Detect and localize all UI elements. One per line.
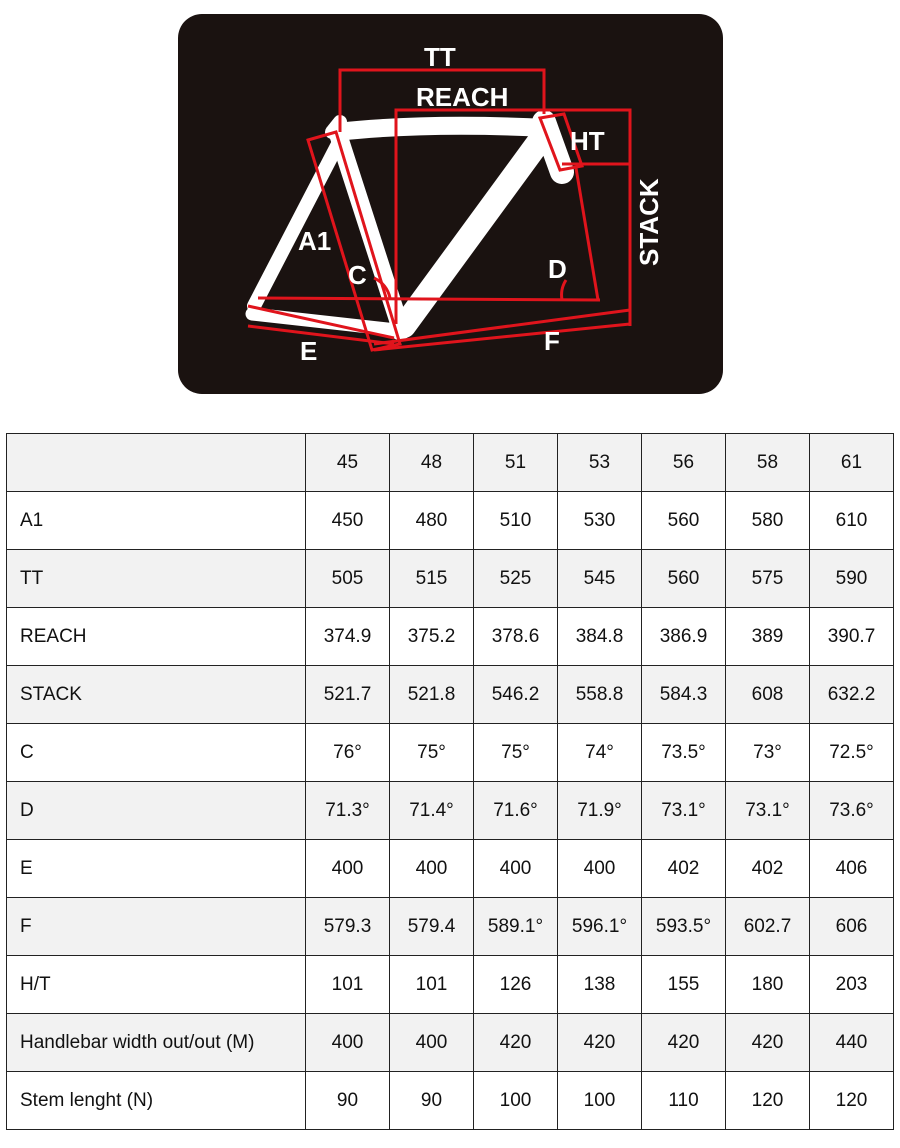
size-header: 58 (726, 434, 810, 492)
table-row (7, 724, 894, 782)
table-cell: 180 (726, 956, 810, 1014)
table-cell: 71.6° (474, 782, 558, 840)
table-cell: 400 (474, 840, 558, 898)
table-cell: 375.2 (390, 608, 474, 666)
table-cell: 575 (726, 550, 810, 608)
table-cell: 632.2 (810, 666, 894, 724)
table-cell: 560 (642, 550, 726, 608)
table-cell: 73.1° (726, 782, 810, 840)
label-stack: STACK (634, 178, 664, 266)
table-cell: 75° (474, 724, 558, 782)
row-label: F (7, 898, 306, 956)
row-label: TT (7, 550, 306, 608)
table-row (7, 782, 894, 840)
table-cell: 480 (390, 492, 474, 550)
frame-geometry-diagram (178, 14, 723, 394)
table-cell: 73.1° (642, 782, 726, 840)
table-cell: 120 (810, 1072, 894, 1130)
table-cell: 75° (390, 724, 474, 782)
table-cell: 505 (306, 550, 390, 608)
label-reach: REACH (416, 82, 509, 112)
table-row (7, 898, 894, 956)
table-row (7, 840, 894, 898)
table-row (7, 1014, 894, 1072)
table-cell: 584.3 (642, 666, 726, 724)
table-cell: 90 (390, 1072, 474, 1130)
row-label: A1 (7, 492, 306, 550)
table-cell: 374.9 (306, 608, 390, 666)
table-cell: 579.4 (390, 898, 474, 956)
table-cell: 378.6 (474, 608, 558, 666)
row-label: STACK (7, 666, 306, 724)
size-header: 45 (306, 434, 390, 492)
table-cell: 400 (306, 1014, 390, 1072)
table-cell: 608 (726, 666, 810, 724)
table-cell: 596.1° (558, 898, 642, 956)
table-cell: 545 (558, 550, 642, 608)
table-header-row (7, 434, 894, 492)
table-cell: 74° (558, 724, 642, 782)
table-cell: 400 (306, 840, 390, 898)
table-cell: 521.8 (390, 666, 474, 724)
table-row (7, 1072, 894, 1130)
size-header: 61 (810, 434, 894, 492)
table-cell: 402 (642, 840, 726, 898)
table-cell: 390.7 (810, 608, 894, 666)
geometry-table (6, 433, 894, 1130)
table-cell: 606 (810, 898, 894, 956)
table-cell: 400 (558, 840, 642, 898)
table-cell: 72.5° (810, 724, 894, 782)
table-cell: 101 (306, 956, 390, 1014)
row-label: Handlebar width out/out (M) (7, 1014, 306, 1072)
table-cell: 73.5° (642, 724, 726, 782)
table-cell: 510 (474, 492, 558, 550)
row-label: D (7, 782, 306, 840)
table-cell: 126 (474, 956, 558, 1014)
table-cell: 120 (726, 1072, 810, 1130)
table-cell: 155 (642, 956, 726, 1014)
table-cell: 400 (390, 840, 474, 898)
table-cell: 73° (726, 724, 810, 782)
table-cell: 580 (726, 492, 810, 550)
table-cell: 76° (306, 724, 390, 782)
table-cell: 71.4° (390, 782, 474, 840)
table-cell: 90 (306, 1072, 390, 1130)
table-row (7, 492, 894, 550)
label-tt: TT (424, 42, 456, 72)
row-label: Stem lenght (N) (7, 1072, 306, 1130)
table-cell: 530 (558, 492, 642, 550)
size-header: 56 (642, 434, 726, 492)
bb-horizontal (258, 298, 600, 300)
label-a1: A1 (298, 226, 332, 256)
table-cell: 400 (390, 1014, 474, 1072)
label-ht: HT (570, 126, 605, 156)
label-f: F (544, 326, 560, 356)
table-cell: 593.5° (642, 898, 726, 956)
table-cell: 73.6° (810, 782, 894, 840)
label-e: E (300, 336, 318, 366)
table-header-corner (7, 434, 306, 492)
table-cell: 420 (642, 1014, 726, 1072)
table-cell: 406 (810, 840, 894, 898)
table-row (7, 550, 894, 608)
size-header: 51 (474, 434, 558, 492)
row-label: H/T (7, 956, 306, 1014)
table-cell: 440 (810, 1014, 894, 1072)
table-cell: 138 (558, 956, 642, 1014)
size-header: 53 (558, 434, 642, 492)
table-cell: 384.8 (558, 608, 642, 666)
frame-top-tube (336, 126, 546, 132)
table-cell: 546.2 (474, 666, 558, 724)
table-cell: 450 (306, 492, 390, 550)
table-cell: 558.8 (558, 666, 642, 724)
table-cell: 420 (474, 1014, 558, 1072)
table-row (7, 956, 894, 1014)
label-c: C (348, 260, 367, 290)
table-cell: 100 (558, 1072, 642, 1130)
size-header: 48 (390, 434, 474, 492)
table-row (7, 666, 894, 724)
table-cell: 101 (390, 956, 474, 1014)
row-label: C (7, 724, 306, 782)
table-cell: 525 (474, 550, 558, 608)
table-cell: 71.9° (558, 782, 642, 840)
table-cell: 515 (390, 550, 474, 608)
table-cell: 203 (810, 956, 894, 1014)
table-cell: 110 (642, 1072, 726, 1130)
row-label: REACH (7, 608, 306, 666)
table-row (7, 608, 894, 666)
table-cell: 589.1° (474, 898, 558, 956)
table-cell: 602.7 (726, 898, 810, 956)
table-cell: 420 (726, 1014, 810, 1072)
table-cell: 610 (810, 492, 894, 550)
row-label: E (7, 840, 306, 898)
table-cell: 579.3 (306, 898, 390, 956)
table-cell: 560 (642, 492, 726, 550)
table-cell: 100 (474, 1072, 558, 1130)
table-cell: 590 (810, 550, 894, 608)
table-cell: 402 (726, 840, 810, 898)
table-cell: 420 (558, 1014, 642, 1072)
table-cell: 389 (726, 608, 810, 666)
geometry-table-body (7, 434, 894, 1130)
frame-geometry-svg (178, 14, 723, 394)
table-cell: 71.3° (306, 782, 390, 840)
table-cell: 386.9 (642, 608, 726, 666)
table-cell: 521.7 (306, 666, 390, 724)
label-d: D (548, 254, 567, 284)
